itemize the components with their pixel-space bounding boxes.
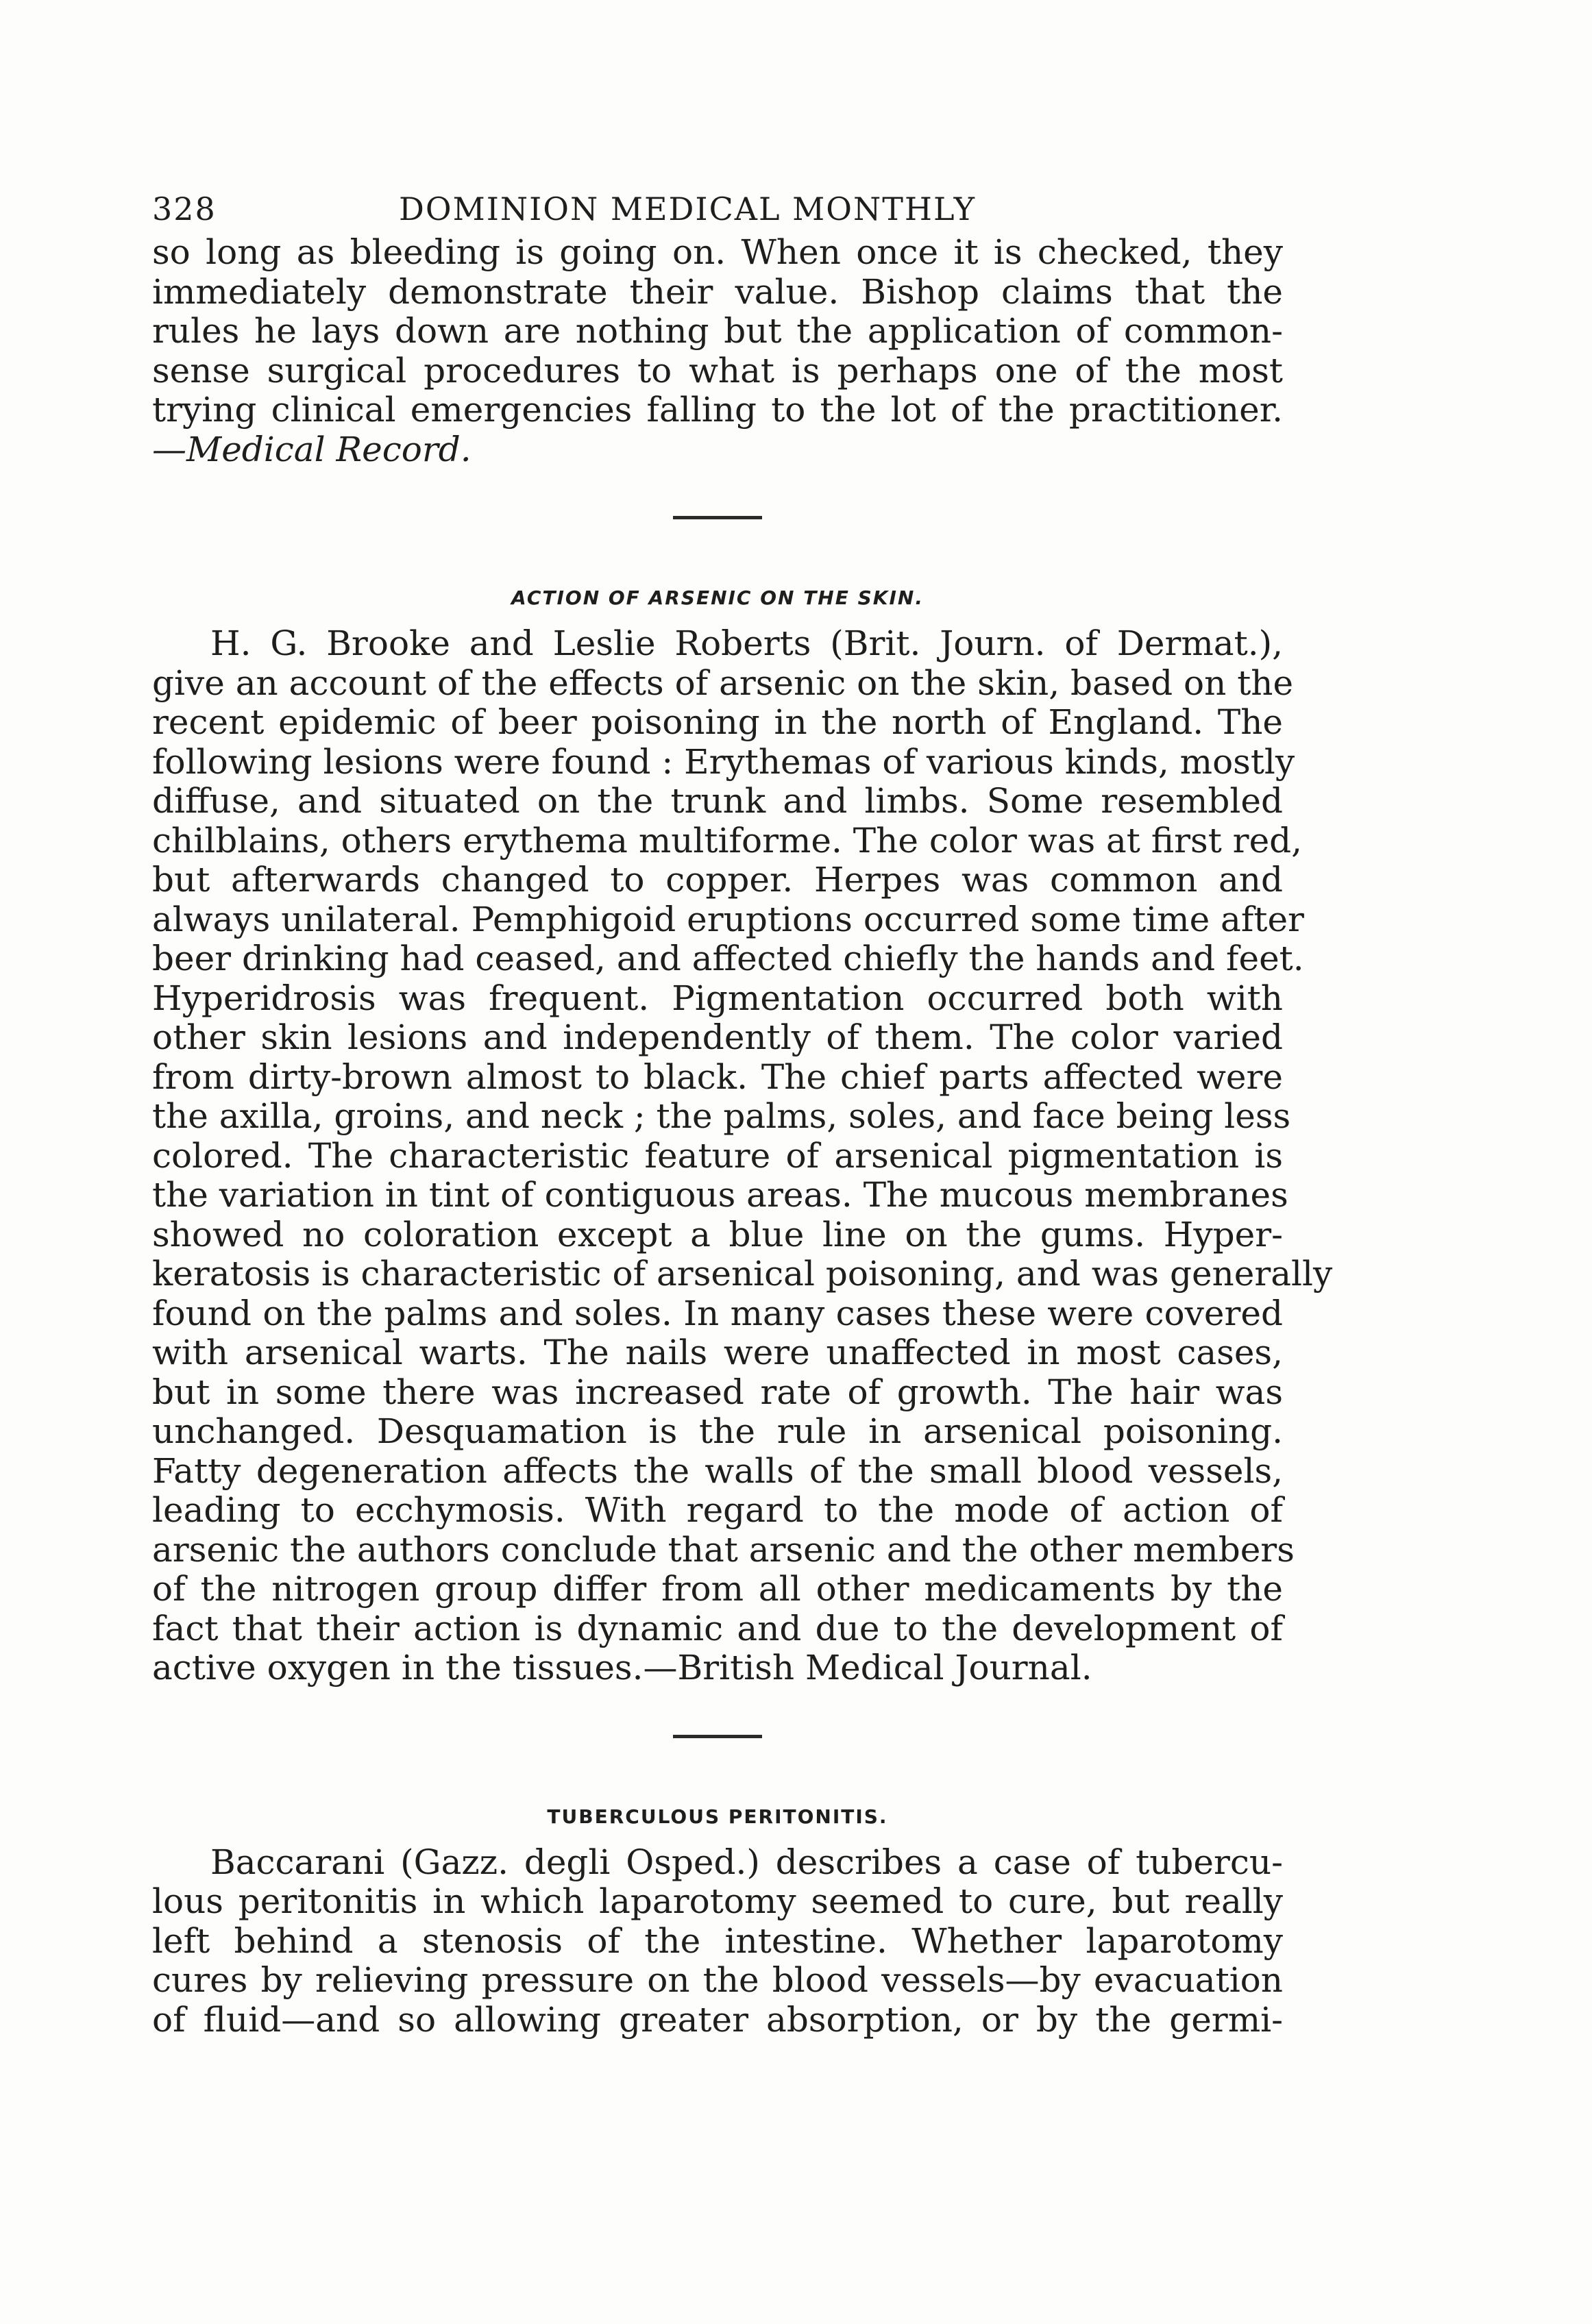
text-line: always unilateral. Pemphigoid eruptions occurred some time after xyxy=(152,899,1304,939)
text-line: keratosis is characteristic of arsenical poisoning, and was generally xyxy=(152,1254,1333,1294)
section-heading-arsenic: ACTION OF ARSENIC ON THE SKIN. xyxy=(511,586,924,609)
section-heading-peritonitis: TUBERCULOUS PERITONITIS. xyxy=(547,1805,888,1828)
text-line: fact that their action is dynamic and due to the development of xyxy=(152,1608,1283,1648)
text-line: Hyperidrosis was frequent. Pigmentation occurred both with xyxy=(152,978,1283,1018)
text-line: immediately demonstrate their value. Bishop claims that the xyxy=(152,271,1283,312)
text-line: Baccarani (Gazz. degli Osped.) describes a case of tubercu- xyxy=(210,1842,1283,1882)
text-line: of the nitrogen group differ from all other medicaments by the xyxy=(152,1569,1283,1609)
source-citation: —Medical Record. xyxy=(152,429,472,469)
page-number: 328 xyxy=(152,190,217,227)
text-line: other skin lesions and independently of them. The color varied xyxy=(152,1017,1283,1057)
peritonitis-article xyxy=(152,1843,1283,2040)
text-line: give an account of the effects of arsenic on the skin, based on the xyxy=(152,663,1294,703)
text-line: H. G. Brooke and Leslie Roberts (Brit. Journ. of Dermat.), xyxy=(210,623,1283,663)
text-line: recent epidemic of beer poisoning in the north of England. The xyxy=(152,702,1283,742)
text-line: from dirty-brown almost to black. The chief parts affected were xyxy=(152,1056,1283,1097)
text-line: diffuse, and situated on the trunk and limbs. Some resembled xyxy=(152,781,1283,821)
text-line: left behind a stenosis of the intestine. Whether laparotomy xyxy=(152,1920,1283,1961)
text-line: found on the palms and soles. In many cases these were covered xyxy=(152,1293,1283,1333)
text-line: lous peritonitis in which laparotomy seemed to cure, but really xyxy=(152,1881,1283,1921)
text-line: of fluid—and so allowing greater absorption, or by the germi- xyxy=(152,1999,1283,2040)
text-line: rules he lays down are nothing but the application of common- xyxy=(152,311,1283,351)
intro-paragraph xyxy=(152,233,1283,469)
text-line: showed no coloration except a blue line on the gums. Hyper- xyxy=(152,1214,1283,1254)
text-line: cures by relieving pressure on the blood vessels—by evacuation xyxy=(152,1960,1283,2000)
text-line: with arsenical warts. The nails were unaffected in most cases, xyxy=(152,1333,1283,1372)
text-line: trying clinical emergencies falling to the lot of the practitioner. xyxy=(152,390,1283,430)
text-line: colored. The characteristic feature of arsenical pigmentation is xyxy=(152,1135,1283,1176)
text-line: so long as bleeding is going on. When once it is checked, they xyxy=(152,232,1283,272)
text-line: beer drinking had ceased, and affected chiefly the hands and feet. xyxy=(152,939,1304,978)
running-header xyxy=(152,185,1283,233)
text-line: arsenic the authors conclude that arsenic and the other members xyxy=(152,1529,1295,1570)
text-line: the axilla, groins, and neck ; the palms, soles, and face being less xyxy=(152,1096,1291,1136)
text-line: following lesions were found : Erythemas of various kinds, mostly xyxy=(152,741,1295,782)
text-line: unchanged. Desquamation is the rule in arsenical poisoning. xyxy=(152,1411,1283,1451)
text-line: but in some there was increased rate of growth. The hair was xyxy=(152,1372,1283,1412)
text-line: leading to ecchymosis. With regard to the mode of action of xyxy=(152,1490,1283,1530)
text-line: the variation in tint of contiguous areas. The mucous membranes xyxy=(152,1175,1288,1215)
text-line: chilblains, others erythema multiforme. The color was at first red, xyxy=(152,820,1303,861)
text-line: but afterwards changed to copper. Herpes was common and xyxy=(152,860,1283,900)
document-page xyxy=(152,185,1333,2040)
text-line: active oxygen in the tissues.—British Medical Journal. xyxy=(152,1648,1092,1688)
arsenic-article xyxy=(152,623,1333,1688)
journal-title: DOMINION MEDICAL MONTHLY xyxy=(399,190,977,227)
text-line: Fatty degeneration affects the walls of the small blood vessels, xyxy=(152,1450,1283,1491)
text-line: sense surgical procedures to what is perhaps one of the most xyxy=(152,350,1283,391)
